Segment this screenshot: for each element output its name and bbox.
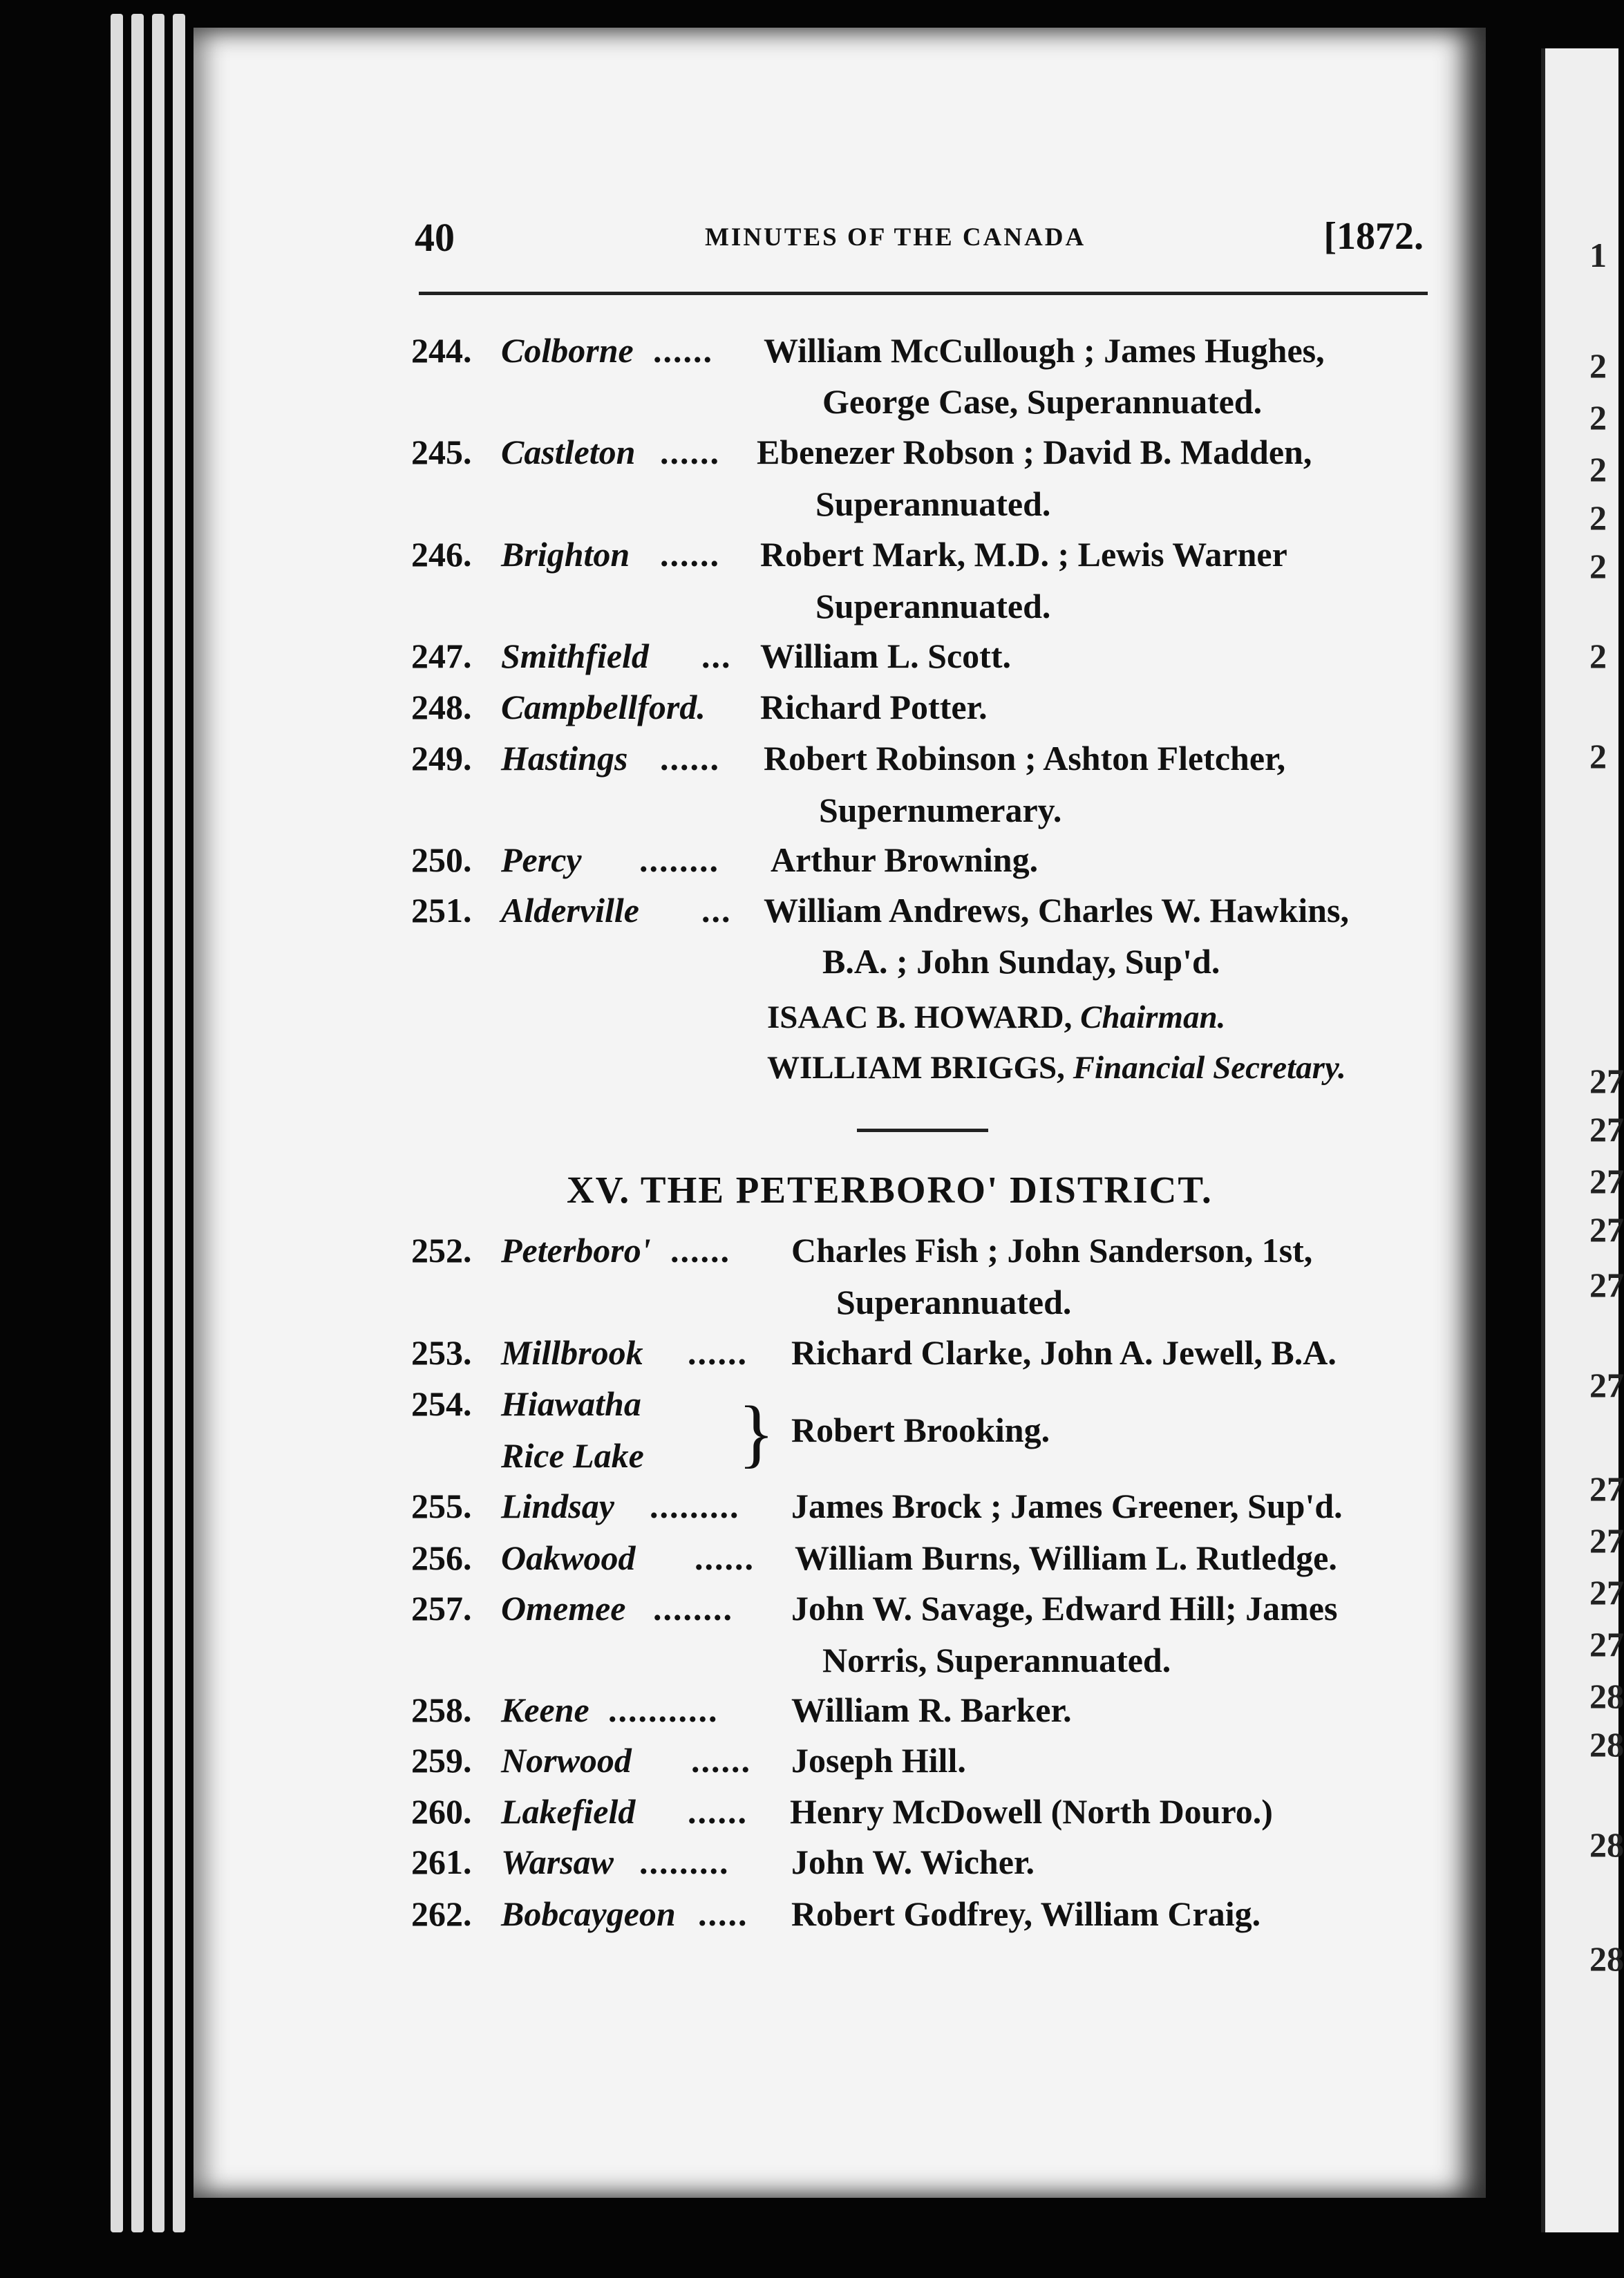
appointment-continuation: Norris, Superannuated. (822, 1641, 1171, 1679)
entry-number: 245. (411, 433, 472, 471)
signatory-role: Financial Secretary. (1073, 1050, 1346, 1086)
facing-page-fragment: 2 (1589, 346, 1607, 385)
signatory-name: WILLIAM BRIGGS, (767, 1050, 1065, 1086)
entry-number: 259. (411, 1741, 472, 1780)
circuit-name: Colborne (501, 331, 634, 370)
entry-line (411, 330, 1434, 379)
circuit-name: Millbrook (501, 1333, 643, 1372)
leader-dots: ........ (639, 840, 719, 879)
facing-page-fragment: 27 (1589, 1366, 1624, 1404)
appointment-text: Joseph Hill. (791, 1741, 966, 1780)
circuit-name: Oakwood (501, 1538, 636, 1577)
appointment-continuation: Superannuated. (815, 484, 1051, 523)
entry-line (411, 534, 1434, 583)
entry-number: 251. (411, 891, 472, 930)
facing-page-fragment: 2 (1589, 398, 1607, 437)
leader-dots: ...... (660, 739, 720, 778)
appointment-text: James Brock ; James Greener, Sup'd. (791, 1487, 1343, 1525)
appointment-text: William Burns, William L. Rutledge. (795, 1538, 1337, 1577)
entry-line (411, 840, 1434, 888)
appointment-continuation: Superannuated. (836, 1283, 1072, 1321)
facing-page-fragment: 2 (1589, 450, 1607, 489)
year: [1872. (1323, 215, 1424, 258)
facing-page-fragment: 28 (1589, 1825, 1624, 1864)
entry-number: 244. (411, 331, 472, 370)
entry-number: 260. (411, 1792, 472, 1831)
header-rule (419, 292, 1428, 295)
facing-page-fragment: 2 (1589, 637, 1607, 675)
leader-dots: ... (701, 637, 732, 675)
entry-number: 258. (411, 1691, 472, 1729)
facing-page-fragment: 1 (1589, 236, 1607, 274)
appointment-text: William Andrews, Charles W. Hawkins, (764, 891, 1349, 930)
leader-dots: ...... (695, 1538, 755, 1577)
entry-number: 248. (411, 688, 472, 726)
page-edges (173, 14, 185, 2232)
district-heading: XV. THE PETERBORO' DISTRICT. (567, 1169, 1213, 1211)
leader-dots: ...... (660, 433, 720, 471)
entry-line (411, 1894, 1434, 1942)
entry-line (411, 1333, 1434, 1381)
chairman-signature (767, 999, 1225, 1036)
entry-line (411, 432, 1434, 480)
entry-number: 250. (411, 840, 472, 879)
page-edges (111, 14, 123, 2232)
circuit-name: Keene (501, 1691, 589, 1729)
entry-number: 249. (411, 739, 472, 778)
entry-line (411, 1588, 1434, 1637)
facing-page-fragment: 27 (1589, 1110, 1624, 1149)
entry-line (411, 1230, 1434, 1279)
appointment-continuation: George Case, Superannuated. (822, 382, 1263, 421)
entry-line (411, 636, 1434, 684)
appointment-text: Robert Mark, M.D. ; Lewis Warner (760, 535, 1287, 574)
appointment-text: Ebenezer Robson ; David B. Madden, (757, 433, 1312, 471)
facing-page-fragment: 27 (1589, 1625, 1624, 1664)
appointment-continuation: B.A. ; John Sunday, Sup'd. (822, 942, 1220, 981)
leader-dots: ......... (639, 1843, 730, 1881)
facing-page-fragment: 27 (1589, 1210, 1624, 1249)
facing-page-fragment: 27 (1589, 1062, 1624, 1100)
entry-number: 256. (411, 1538, 472, 1577)
leader-dots: ..... (698, 1894, 748, 1933)
circuit-name: Hastings (501, 739, 628, 778)
circuit-name: Lindsay (501, 1487, 614, 1525)
leader-dots: ........ (653, 1589, 733, 1628)
appointment-text: Charles Fish ; John Sanderson, 1st, (791, 1231, 1313, 1270)
circuit-name: Castleton (501, 433, 636, 471)
entry-number: 255. (411, 1487, 472, 1525)
leader-dots: ...... (670, 1231, 730, 1270)
leader-dots: ... (701, 891, 732, 930)
entry-line (411, 1486, 1434, 1534)
brace-mark: } (738, 1391, 775, 1475)
appointment-continuation: Supernumerary. (819, 791, 1062, 829)
circuit-name: Peterboro' (501, 1231, 651, 1270)
running-header (415, 214, 1424, 260)
appointment-text: Robert Godfrey, William Craig. (791, 1894, 1261, 1933)
appointment-text: Richard Potter. (760, 688, 988, 726)
circuit-name: Rice Lake (501, 1436, 644, 1475)
leader-dots: ...... (691, 1741, 751, 1780)
section-divider (857, 1129, 988, 1132)
entry-line (411, 1740, 1434, 1789)
appointment-text: Robert Brooking. (791, 1411, 1050, 1449)
appointment-text: Robert Robinson ; Ashton Fletcher, (764, 739, 1286, 778)
appointment-text: Arthur Browning. (771, 840, 1039, 879)
appointment-text: Henry McDowell (North Douro.) (790, 1792, 1273, 1831)
circuit-name: Warsaw (501, 1843, 614, 1881)
leader-dots: ...... (653, 331, 713, 370)
entry-line (411, 890, 1434, 939)
entry-number: 253. (411, 1333, 472, 1372)
entry-line (411, 1791, 1434, 1840)
running-title: MINUTES OF THE CANADA (705, 223, 1086, 252)
leader-dots: ...... (688, 1792, 748, 1831)
facing-page-fragment: 27 (1589, 1265, 1624, 1304)
appointment-text: John W. Wicher. (791, 1843, 1035, 1881)
circuit-name: Omemee (501, 1589, 626, 1628)
facing-page-fragment: 27 (1589, 1469, 1624, 1508)
facing-page-fragment: 2 (1589, 737, 1607, 775)
leader-dots: ........... (608, 1691, 719, 1729)
circuit-name: Hiawatha (501, 1384, 641, 1423)
circuit-name: Campbellford. (501, 688, 706, 726)
entry-line (411, 1690, 1434, 1738)
facing-page-fragment: 28 (1589, 1725, 1624, 1764)
entry-line (411, 1538, 1434, 1586)
signatory-role: Chairman. (1080, 999, 1226, 1035)
entry-number: 246. (411, 535, 472, 574)
facing-page-fragment: 28 (1589, 1677, 1624, 1715)
entry-line (411, 738, 1434, 787)
facing-page-fragment: 2 (1589, 547, 1607, 585)
circuit-name: Alderville (501, 891, 639, 930)
facing-page-fragment: 28 (1589, 1939, 1624, 1978)
leader-dots: ...... (660, 535, 720, 574)
facing-page-fragment: 27 (1589, 1162, 1624, 1201)
circuit-name: Bobcaygeon (501, 1894, 676, 1933)
appointment-text: William R. Barker. (791, 1691, 1072, 1729)
entry-number: 247. (411, 637, 472, 675)
entry-number: 254. (411, 1384, 472, 1423)
circuit-name: Lakefield (501, 1792, 636, 1831)
appointment-continuation: Superannuated. (815, 587, 1051, 625)
page-edges (131, 14, 144, 2232)
circuit-name: Percy (501, 840, 582, 879)
entry-number: 252. (411, 1231, 472, 1270)
circuit-name: Smithfield (501, 637, 649, 675)
appointment-text: William McCullough ; James Hughes, (764, 331, 1325, 370)
entry-line (411, 687, 1434, 735)
appointment-text: William L. Scott. (760, 637, 1011, 675)
circuit-name: Norwood (501, 1741, 632, 1780)
circuit-name: Brighton (501, 535, 630, 574)
entry-line (411, 1842, 1434, 1890)
page-edges (152, 14, 164, 2232)
secretary-signature (767, 1049, 1346, 1086)
entry-number: 257. (411, 1589, 472, 1628)
facing-page-fragment: 27 (1589, 1573, 1624, 1612)
leader-dots: ......... (650, 1487, 740, 1525)
leader-dots: ...... (688, 1333, 748, 1372)
signatory-name: ISAAC B. HOWARD, (767, 999, 1073, 1035)
entry-number: 262. (411, 1894, 472, 1933)
page-number: 40 (415, 215, 455, 260)
entry-number: 261. (411, 1843, 472, 1881)
appointment-text: Richard Clarke, John A. Jewell, B.A. (791, 1333, 1337, 1372)
appointment-text: John W. Savage, Edward Hill; James (791, 1589, 1338, 1628)
facing-page-fragment: 2 (1589, 498, 1607, 537)
facing-page-fragment: 27 (1589, 1521, 1624, 1560)
